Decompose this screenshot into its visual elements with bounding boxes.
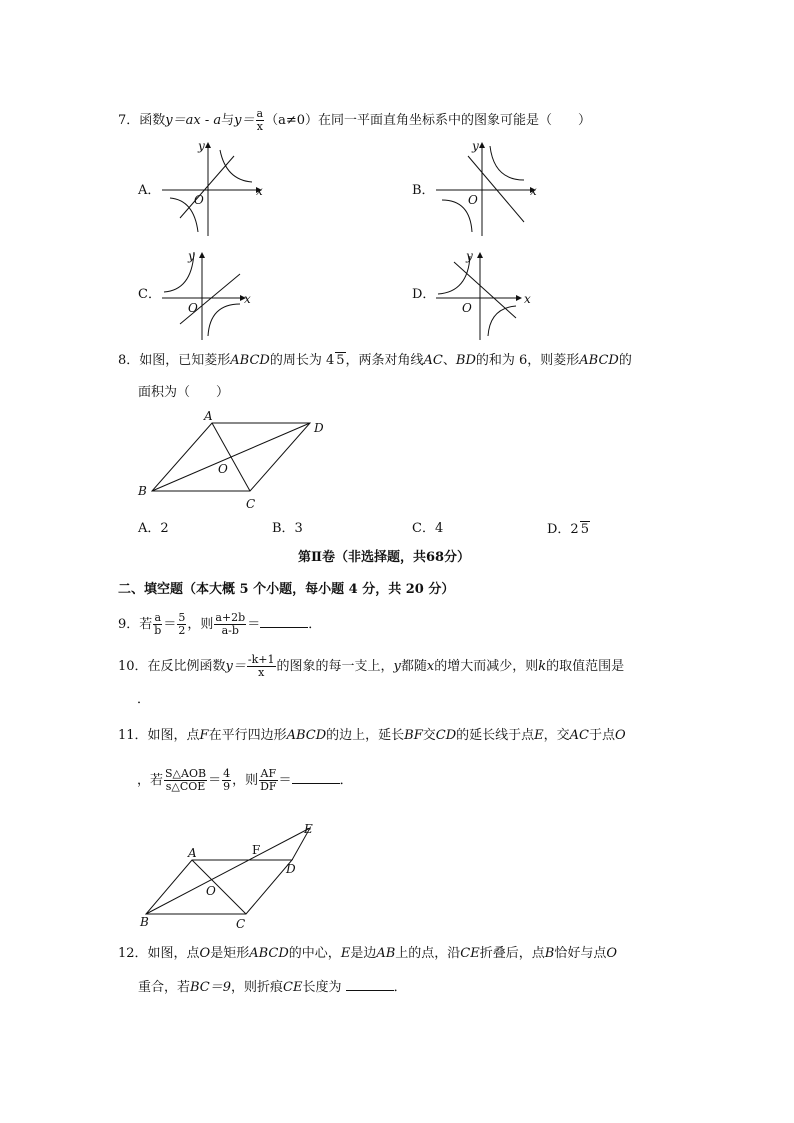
svg-text:D: D	[286, 862, 296, 876]
svg-text:A: A	[188, 846, 197, 860]
q10-stem: 10．在反比例函数y＝ $\frac{-k+1}{x}$ 的图象的每一支上，y都随x的增大而减少，则k的取值范围是	[118, 653, 625, 679]
q8-stem-line2: 面积为（ ）	[138, 385, 230, 400]
q12-stem-line2: 重合，若BC＝9，则折痕CE长度为 ．	[138, 980, 407, 995]
q10-line2: ．	[137, 692, 151, 707]
svg-text:E: E	[304, 822, 313, 836]
svg-text:y: y	[472, 139, 479, 153]
svg-text:B: B	[138, 484, 147, 498]
svg-text:O: O	[462, 301, 472, 315]
q8-choice-a: A．2	[138, 521, 169, 536]
q7-option-c-graph	[158, 246, 258, 342]
q7-option-d-label: D．	[412, 287, 436, 302]
q12-stem-line1: 12．如图，点O是矩形ABCD的中心，E是边AB上的点，沿CE折叠后，点B恰好与点O	[118, 946, 617, 961]
q8-rhombus-figure	[130, 405, 340, 517]
q11-stem-line2: ，若 $\frac{\text{S△AOB}}{\text{s△COE}}$ ＝ $\frac{4}{9}$ ，则 $\frac{AF}{DF}$ ＝ ．	[137, 767, 353, 793]
q8-choice-d: D．2 5	[547, 522, 589, 537]
q12-answer-blank[interactable]	[346, 978, 394, 991]
svg-text:B: B	[140, 915, 149, 929]
q11-parallelogram-figure	[130, 818, 330, 932]
q7-option-a-label: A．	[138, 183, 161, 198]
q7-option-a-graph	[158, 138, 268, 240]
q8-stem-line1: 8．如图，已知菱形ABCD的周长为 4 5，两条对角线AC、BD的和为 6，则菱形ABCD的	[118, 353, 632, 368]
q7-option-b-graph	[432, 138, 542, 240]
svg-text:C: C	[246, 497, 256, 511]
svg-text:D: D	[314, 421, 324, 435]
svg-text:F: F	[252, 843, 261, 857]
svg-text:x: x	[256, 184, 263, 198]
svg-text:x: x	[244, 292, 251, 306]
svg-text:O: O	[206, 884, 216, 898]
svg-text:y: y	[198, 139, 205, 153]
q7-option-c-label: C．	[138, 287, 161, 302]
part2-title: 第Ⅱ卷（非选择题，共68分）	[298, 550, 471, 565]
q11-answer-blank[interactable]	[292, 771, 340, 784]
q9-stem: 9．若 $\frac{a}{b}$ ＝ $\frac{5}{2}$ ，则 $\frac{a+2b}{a-b}$ ＝ ．	[118, 611, 322, 637]
svg-text:O: O	[468, 193, 478, 207]
q8-choice-c: C．4	[412, 521, 444, 536]
svg-text:O: O	[194, 193, 204, 207]
svg-text:A: A	[204, 409, 213, 423]
q11-stem-line1: 11．如图，点F在平行四边形ABCD的边上，延长BF交CD的延长线于点E，交AC于点O	[118, 728, 626, 743]
q8-choice-b: B．3	[272, 521, 303, 536]
svg-text:O: O	[218, 462, 228, 476]
svg-text:C: C	[236, 917, 246, 931]
section2-title: 二、填空题（本大概 5 个小题，每小题 4 分，共 20 分）	[118, 582, 455, 597]
q7-option-b-label: B．	[412, 183, 435, 198]
q7-stem: 7．函数y＝ax - a与y＝ $\frac{a}{x}$ （a≠0）在同一平面直角坐标系中的图象可能是（ ）	[118, 107, 592, 133]
svg-text:y: y	[466, 249, 473, 263]
svg-text:x: x	[530, 184, 537, 198]
svg-text:O: O	[188, 301, 198, 315]
svg-text:y: y	[188, 249, 195, 263]
svg-text:x: x	[524, 292, 531, 306]
q7-fraction: $\frac{a}{x}$	[256, 107, 264, 133]
q7-option-d-graph	[432, 246, 542, 342]
q9-answer-blank[interactable]	[260, 615, 308, 628]
